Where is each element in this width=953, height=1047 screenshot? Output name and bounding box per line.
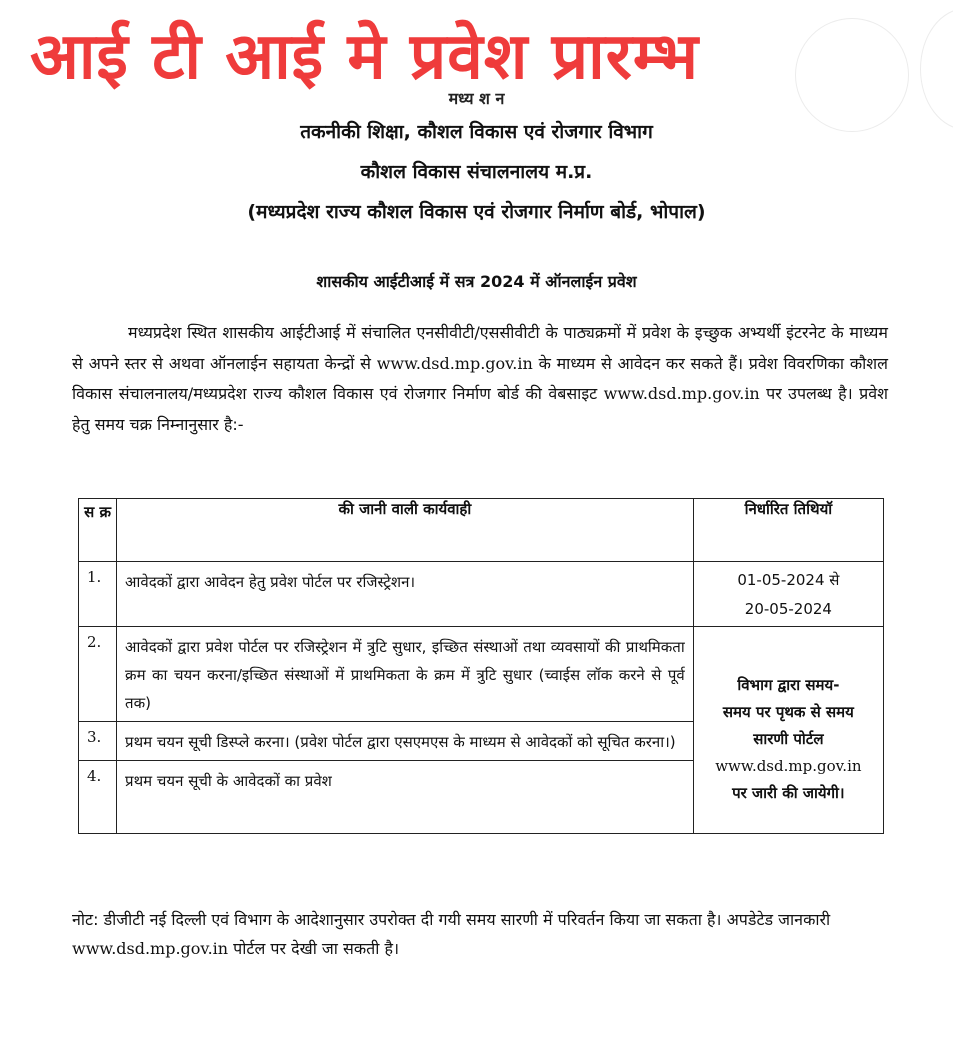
row-dates: [693, 562, 883, 627]
header-serial: स क्र: [79, 499, 117, 562]
header-activity: की जानी वाली कार्यवाही: [117, 499, 694, 562]
table-row: [79, 562, 884, 627]
website-link: www.dsd.mp.gov.in: [603, 384, 760, 403]
date-end: 20-05-2024: [744, 600, 832, 618]
merged-dates-cell: [693, 627, 883, 834]
merged-date-line-4: पर जारी की जायेगी।: [732, 783, 845, 802]
table-header-row: [79, 499, 884, 562]
row-serial: 4.: [79, 761, 117, 834]
header-department: तकनीकी शिक्षा, कौशल विकास एवं रोजगार विभाग: [300, 121, 653, 143]
body-paragraph: [72, 318, 888, 440]
paragraph-part-1: मध्यप्रदेश स्थित शासकीय आईटीआई में संचालित एनसीवीटी/एससीवीटी के पाठ्यक्रमों में प्रवेश के इच्छुक अभ्यर्थी इंटरनेट के माध्यम से अपने स्तर से अथवा ऑनलाईन सहायता केन्द्रों से: [72, 323, 888, 373]
document-subject: शासकीय आईटीआई में सत्र 2024 में ऑनलाईन प्रवेश: [316, 272, 637, 291]
merged-date-line-1: विभाग द्वारा समय-: [737, 675, 840, 694]
merged-date-line-2: समय पर पृथक से समय: [722, 702, 854, 721]
footer-note: [72, 905, 888, 963]
row-activity: प्रथम चयन सूची के आवेदकों का प्रवेश: [117, 761, 694, 834]
table-row: [79, 627, 884, 722]
website-link: www.dsd.mp.gov.in: [715, 756, 862, 775]
row-activity: प्रथम चयन सूची डिस्प्ले करना। (प्रवेश पोर्टल द्वारा एसएमएस के माध्यम से आवेदकों को सूचित करना।): [117, 722, 694, 761]
website-link: www.dsd.mp.gov.in: [376, 353, 533, 373]
row-serial: 1.: [79, 562, 117, 627]
row-activity: आवेदकों द्वारा प्रवेश पोर्टल पर रजिस्ट्रेशन में त्रुटि सुधार, इच्छित संस्थाओं तथा व्यवसायों की प्राथमिकता क्रम का चयन करना/इच्छित संस्थाओं में प्राथमिकता के क्रम में त्रुटि सुधार (च्वाईस लॉक करने से पूर्व तक): [117, 627, 694, 722]
row-serial: 3.: [79, 722, 117, 761]
note-part-2: पोर्टल पर देखी जा सकती है।: [233, 939, 400, 958]
document-header: [0, 86, 953, 232]
schedule-table: [78, 498, 884, 834]
note-part-1: नोट: डीजीटी नई दिल्ली एवं विभाग के आदेशानुसार उपरोक्त दी गयी समय सारणी में परिवर्तन किया जा सकता है। अपडेटेड जानकारी: [72, 910, 831, 929]
banner-title: आई टी आई मे प्रवेश प्रारम्भ: [30, 20, 700, 94]
website-link: www.dsd.mp.gov.in: [72, 939, 229, 958]
paragraph-part-3: पर उपलब्ध है। प्रवेश हेतु समय चक्र निम्नानुसार है:-: [72, 384, 888, 434]
merged-date-line-3: सारणी पोर्टल: [753, 729, 824, 748]
header-board: (मध्यप्रदेश राज्य कौशल विकास एवं रोजगार निर्माण बोर्ड, भोपाल): [247, 201, 706, 223]
paragraph-part-2: के माध्यम से आवेदन कर सकते हैं। प्रवेश विवरणिका कौशल विकास संचालनालय/मध्यप्रदेश राज्य कौशल विकास एवं रोजगार निर्माण बोर्ड की वेबसाइट: [72, 353, 888, 403]
row-serial: 2.: [79, 627, 117, 722]
header-directorate: कौशल विकास संचालनालय म.प्र.: [360, 161, 593, 183]
date-start: 01-05-2024 से: [737, 571, 840, 589]
header-partial-line: मध्य श न: [448, 89, 505, 108]
header-dates: निर्धारित तिथियॉ: [693, 499, 883, 562]
row-activity: आवेदकों द्वारा आवेदन हेतु प्रवेश पोर्टल पर रजिस्ट्रेशन।: [117, 562, 694, 627]
